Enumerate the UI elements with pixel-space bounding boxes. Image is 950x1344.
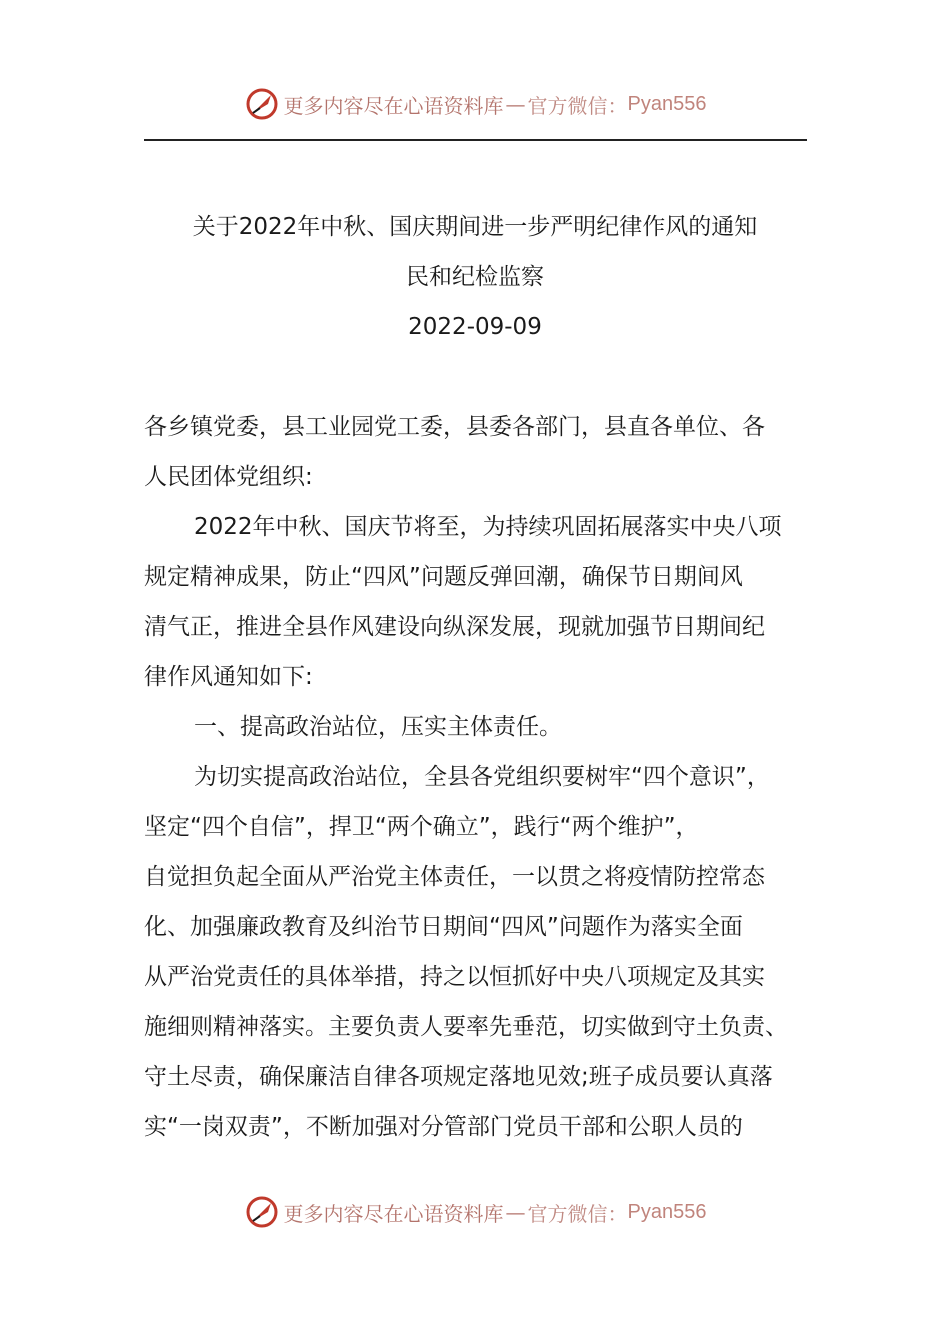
body-line: 人民团体党组织: xyxy=(144,464,313,490)
document-title: 关于2022年中秋、国庆期间进一步严明纪律作风的通知 xyxy=(192,214,758,240)
document-body xyxy=(144,402,807,1152)
watermark-separator: — xyxy=(505,92,526,116)
body-line: 规定精神成果，防止“四风”问题反弹回潮，确保节日期间风 xyxy=(144,564,743,590)
body-line: 坚定“四个自信”，捍卫“两个确立”，践行“两个维护”， xyxy=(144,814,699,840)
quill-logo-icon xyxy=(244,86,280,122)
document-org: 民和纪检监察 xyxy=(406,264,544,290)
watermark-text: 更多内容尽在心语资料库 xyxy=(283,1201,504,1226)
watermark-text: 更多内容尽在心语资料库 xyxy=(283,93,504,118)
wechat-label: 官方微信： xyxy=(527,1201,628,1226)
document-date: 2022-09-09 xyxy=(408,314,542,340)
body-line: 各乡镇党委，县工业园党工委，县委各部门，县直各单位、各 xyxy=(144,414,765,440)
body-line: 清气正，推进全县作风建设向纵深发展，现就加强节日期间纪 xyxy=(144,614,765,640)
footer-watermark xyxy=(0,1192,950,1232)
body-line: 自觉担负起全面从严治党主体责任，一以贯之将疫情防控常态 xyxy=(144,864,765,890)
quill-logo-icon xyxy=(244,1194,280,1230)
body-line: 一、提高政治站位，压实主体责任。 xyxy=(194,714,562,740)
body-line: 为切实提高政治站位，全县各党组织要树牢“四个意识”， xyxy=(194,764,770,790)
wechat-label: 官方微信： xyxy=(527,93,628,118)
body-line: 2022年中秋、国庆节将至，为持续巩固拓展落实中央八项 xyxy=(194,514,782,540)
body-line: 律作风通知如下: xyxy=(144,664,313,690)
body-line: 守土尽责，确保廉洁自律各项规定落地见效;班子成员要认真落 xyxy=(144,1064,773,1090)
header-divider xyxy=(144,139,807,141)
body-line: 从严治党责任的具体举措，持之以恒抓好中央八项规定及其实 xyxy=(144,964,765,990)
wechat-id: Pyan556 xyxy=(627,92,707,115)
body-line: 化、加强廉政教育及纠治节日期间“四风”问题作为落实全面 xyxy=(144,914,743,940)
wechat-id: Pyan556 xyxy=(627,1200,707,1223)
body-line: 施细则精神落实。主要负责人要率先垂范，切实做到守土负责、 xyxy=(144,1014,788,1040)
header-watermark xyxy=(0,84,950,124)
body-line: 实“一岗双责”，不断加强对分管部门党员干部和公职人员的 xyxy=(144,1114,743,1140)
watermark-separator: — xyxy=(505,1200,526,1224)
